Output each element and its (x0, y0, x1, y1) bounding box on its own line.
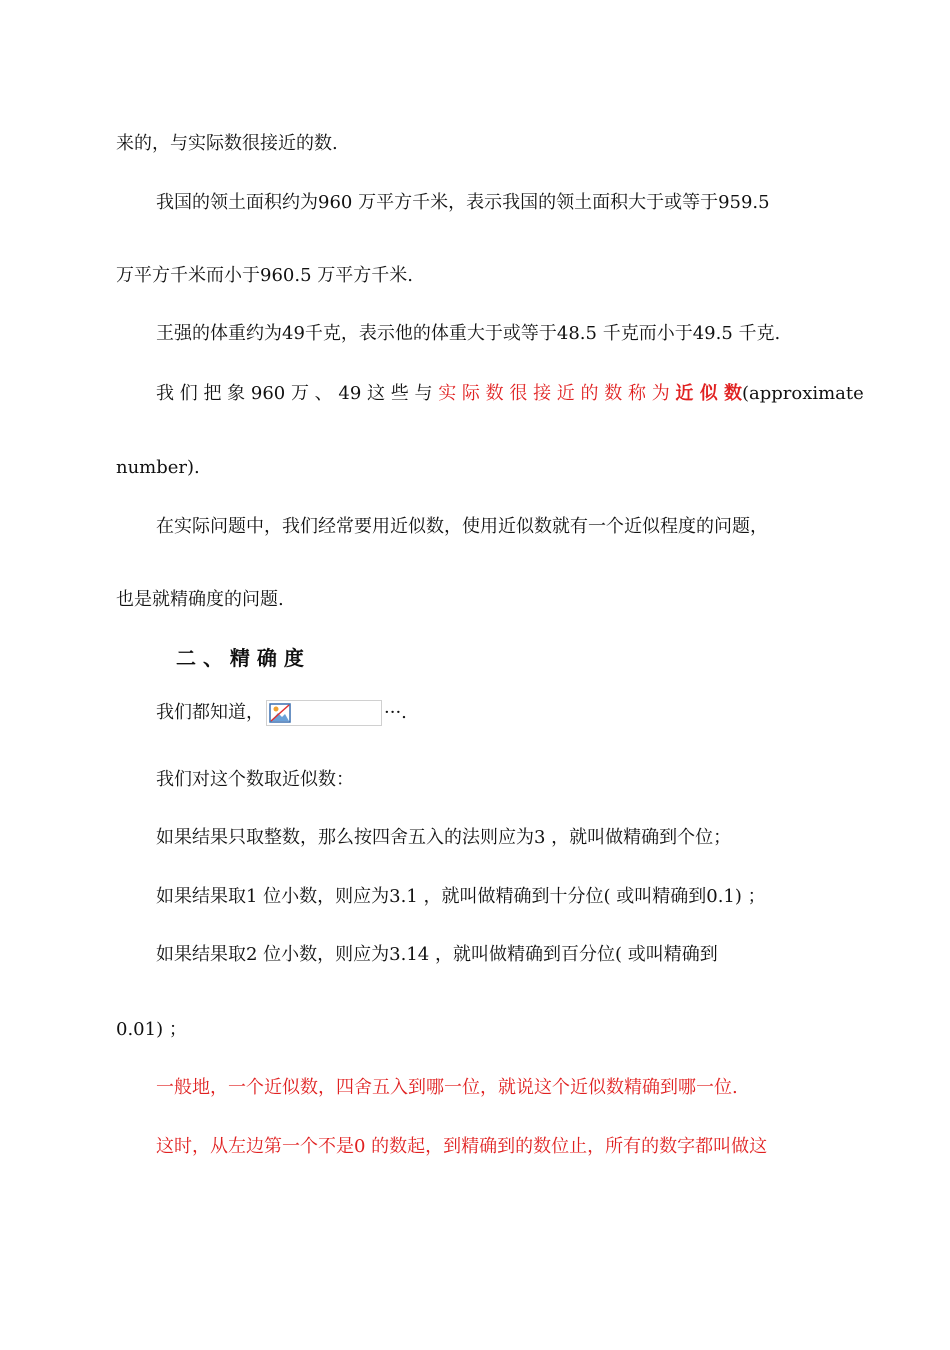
paragraph-line-4: 王强的体重约为49千克，表示他的体重大于或等于48.5 千克而小于49.5 千克. (156, 323, 781, 344)
paragraph-line-13: 如果结果取2 位小数，则应为3.14 ，就叫做精确到百分位( 或叫精确到 (156, 944, 718, 965)
image-placeholder-icon (269, 703, 291, 723)
paragraph-line-11: 如果结果只取整数，那么按四舍五入的法则应为3 ，就叫做精确到个位； (156, 827, 732, 848)
paragraph-line-9 (156, 700, 407, 726)
formula-image (266, 700, 382, 726)
paragraph-line-3: 万平方千米而小于960.5 万平方千米. (116, 265, 413, 286)
known-text: 我们都知道， (156, 702, 264, 723)
ellipsis-text: ···. (384, 702, 407, 723)
rule-statement-line-1: 一般地，一个近似数，四舍五入到哪一位，就说这个近似数精确到哪一位. (156, 1077, 738, 1098)
paragraph-line-1: 来的，与实际数很接近的数. (116, 133, 338, 154)
definition-highlight-text: 实 际 数 很 接 近 的 数 称 为 (438, 383, 676, 404)
rule-statement-line-2: 这时，从左边第一个不是0 的数起，到精确到的数位止，所有的数字都叫做这 (156, 1136, 768, 1157)
term-english-open: (approximate (741, 383, 864, 404)
paragraph-line-2: 我国的领土面积约为960 万平方千米，表示我国的领土面积大于或等于959.5 (156, 192, 770, 213)
paragraph-line-8: 也是就精确度的问题. (116, 589, 284, 610)
paragraph-line-6: number). (116, 457, 200, 478)
term-approximate-number: 近 似 数 (675, 383, 742, 404)
paragraph-line-10: 我们对这个数取近似数： (156, 769, 354, 790)
paragraph-line-7: 在实际问题中，我们经常要用近似数，使用近似数就有一个近似程度的问题， (156, 516, 768, 537)
paragraph-line-14: 0.01) ； (116, 1019, 187, 1040)
definition-lead-text: 我 们 把 象 960 万 、 49 这 些 与 (156, 383, 439, 404)
section-heading: 二 、 精 确 度 (176, 646, 304, 670)
paragraph-line-5 (156, 382, 864, 406)
paragraph-line-12: 如果结果取1 位小数，则应为3.1 ，就叫做精确到十分位( 或叫精确到0.1) ； (156, 886, 766, 907)
